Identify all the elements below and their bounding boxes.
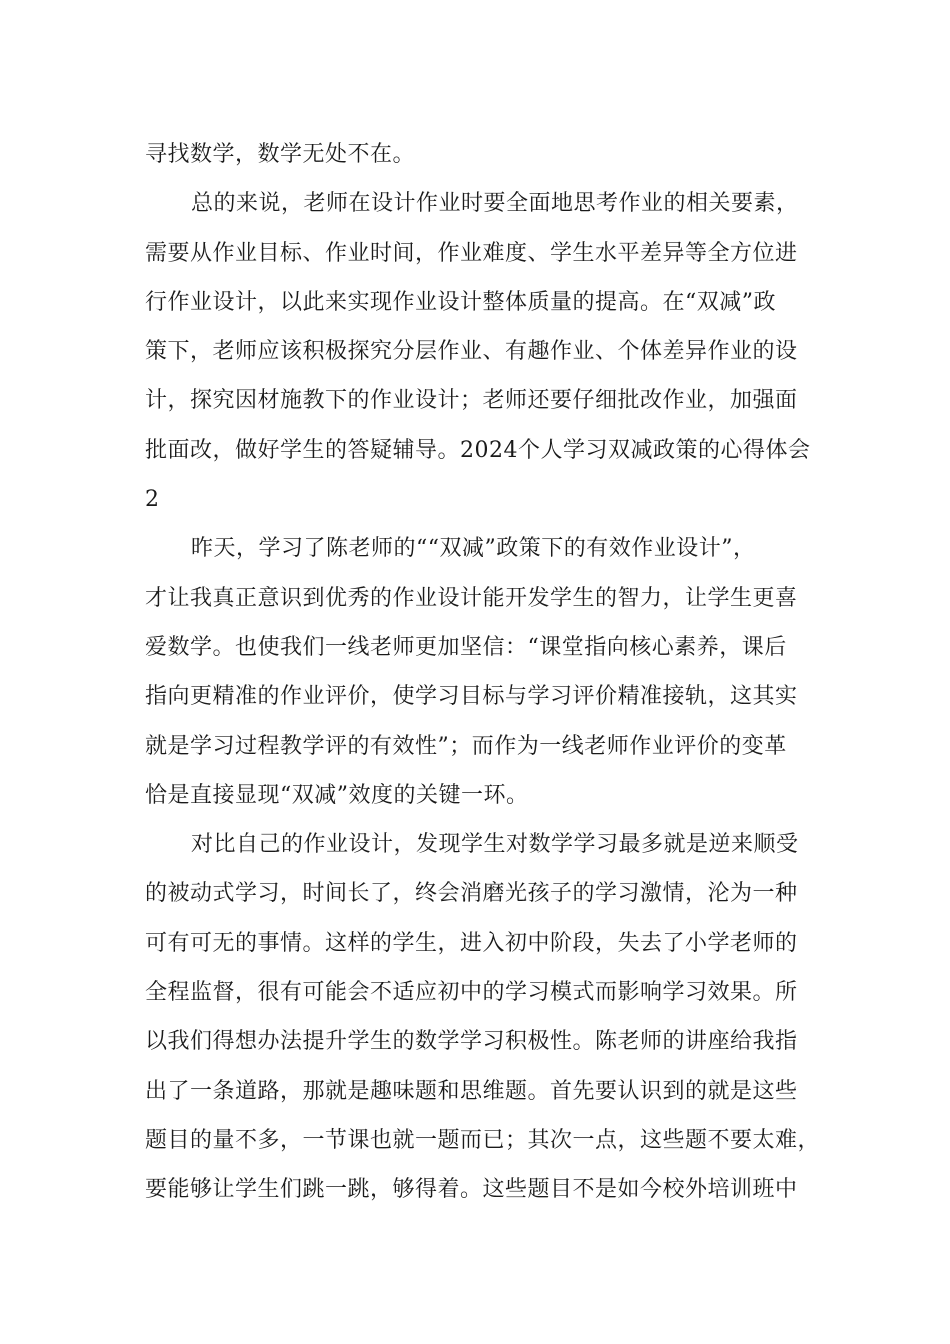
text-line: 以我们得想办法提升学生的数学学习积极性。陈老师的讲座给我指 (145, 1029, 798, 1055)
text-line: 的被动式学习，时间长了，终会消磨光孩子的学习激情，沦为一种 (145, 881, 798, 907)
document-body (145, 130, 825, 1215)
text-line: 题目的量不多，一节课也就一题而已；其次一点，这些题不要太难， (145, 1127, 821, 1153)
text-line: 计，探究因材施教下的作业设计；老师还要仔细批改作业，加强面 (145, 388, 798, 414)
text-line: 才让我真正意识到优秀的作业设计能开发学生的智力，让学生更喜 (145, 585, 798, 611)
paragraph-start-line: 对比自己的作业设计，发现学生对数学学习最多就是逆来顺受 (191, 832, 799, 858)
text-line: 批面改，做好学生的答疑辅导。2024个人学习双减政策的心得体会 (145, 437, 811, 463)
paragraph-start-line: 昨天，学习了陈老师的““双减”政策下的有效作业设计”， (191, 536, 756, 562)
text-line: 2 (145, 487, 160, 513)
text-line: 爱数学。也使我们一线老师更加坚信：“课堂指向核心素养，课后 (145, 634, 787, 660)
text-line: 就是学习过程教学评的有效性”；而作为一线老师作业评价的变革 (145, 733, 787, 759)
text-line: 恰是直接显现“双减”效度的关键一环。 (145, 782, 529, 808)
text-line: 行作业设计，以此来实现作业设计整体质量的提高。在“双减”政 (145, 289, 776, 315)
text-line: 需要从作业目标、作业时间，作业难度、学生水平差异等全方位进 (145, 240, 798, 266)
text-line: 要能够让学生们跳一跳，够得着。这些题目不是如今校外培训班中 (145, 1177, 798, 1203)
text-line: 寻找数学，数学无处不在。 (145, 142, 416, 167)
text-line: 指向更精准的作业评价，使学习目标与学习评价精准接轨，这其实 (145, 684, 798, 710)
paragraph-start-line: 总的来说，老师在设计作业时要全面地思考作业的相关要素， (191, 191, 799, 217)
text-line: 策下，老师应该积极探究分层作业、有趣作业、个体差异作业的设 (145, 339, 798, 365)
text-line: 全程监督，很有可能会不适应初中的学习模式而影响学习效果。所 (145, 980, 798, 1006)
text-line: 出了一条道路，那就是趣味题和思维题。首先要认识到的就是这些 (145, 1078, 798, 1104)
text-line: 可有可无的事情。这样的学生，进入初中阶段，失去了小学老师的 (145, 930, 798, 956)
